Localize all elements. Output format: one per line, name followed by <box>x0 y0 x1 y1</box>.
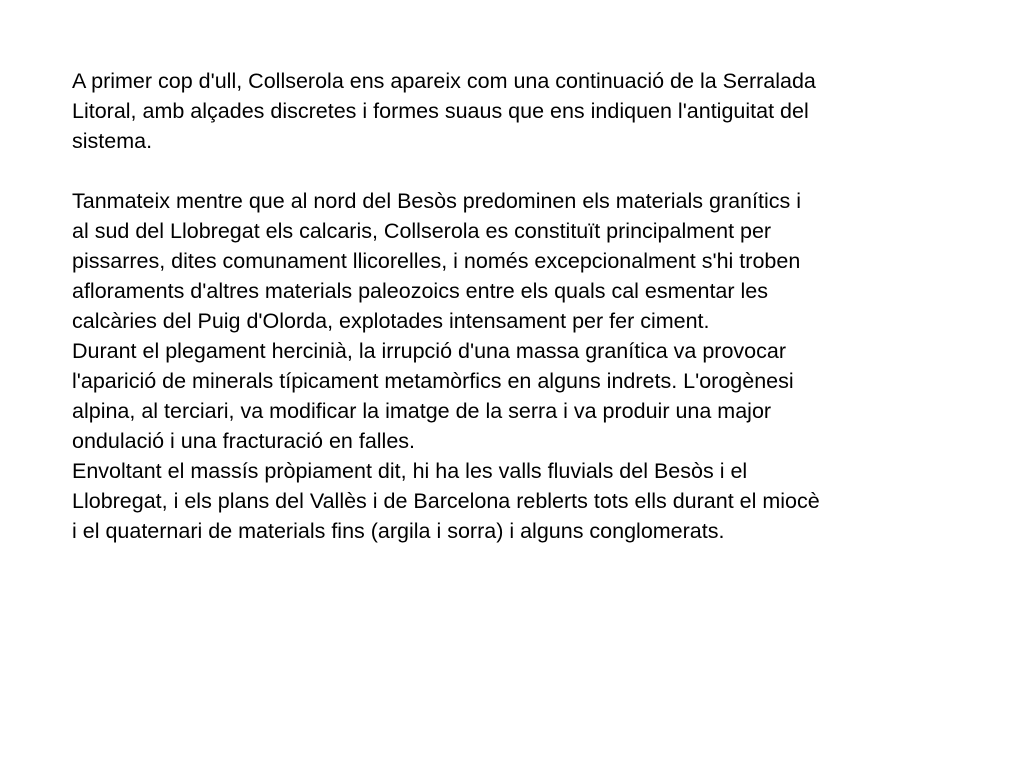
text-line: ondulació i una fracturació en falles. <box>72 429 416 453</box>
text-line: Tanmateix mentre que al nord del Besòs predominen els materials granítics i <box>72 189 801 213</box>
text-line: Envoltant el massís pròpiament dit, hi ha les valls fluvials del Besòs i el <box>72 459 748 483</box>
text-line: sistema. <box>72 129 153 153</box>
text-line: al sud del Llobregat els calcaris, Collserola es constituït principalment per <box>72 219 772 243</box>
text-line: Llobregat, i els plans del Vallès i de Barcelona reblerts tots ells durant el miocè <box>72 489 820 513</box>
body-text <box>72 66 992 546</box>
paragraph-gap <box>72 156 992 186</box>
text-line: afloraments d'altres materials paleozoics entre els quals cal esmentar les <box>72 279 769 303</box>
text-line: i el quaternari de materials fins (argila i sorra) i alguns conglomerats. <box>72 519 725 543</box>
text-line: A primer cop d'ull, Collserola ens apareix com una continuació de la Serralada <box>72 69 816 93</box>
text-line: calcàries del Puig d'Olorda, explotades intensament per fer ciment. <box>72 309 710 333</box>
text-line: alpina, al terciari, va modificar la imatge de la serra i va produir una major <box>72 399 772 423</box>
text-line: Durant el plegament hercinià, la irrupció d'una massa granítica va provocar <box>72 339 786 363</box>
text-line: Litoral, amb alçades discretes i formes suaus que ens indiquen l'antiguitat del <box>72 99 809 123</box>
text-line: pissarres, dites comunament llicorelles, i només excepcionalment s'hi troben <box>72 249 801 273</box>
text-line: l'aparició de minerals típicament metamòrfics en alguns indrets. L'orogènesi <box>72 369 794 393</box>
